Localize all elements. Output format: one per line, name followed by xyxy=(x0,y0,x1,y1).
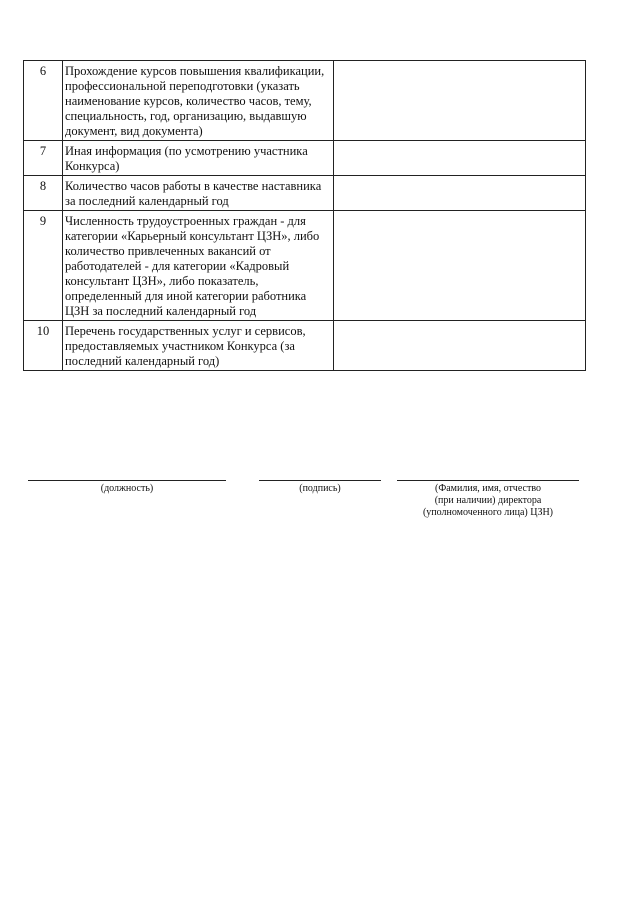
position-signature-block xyxy=(28,480,226,495)
row-description: Иная информация (по усмотрению участника Конкурса) xyxy=(63,141,334,176)
row-description: Прохождение курсов повышения квалификации, профессиональной переподготовки (указать наименование курсов, количество часов, тему, специальность, год, организацию, выдавшую документ, вид документа) xyxy=(63,61,334,141)
row-value-cell[interactable] xyxy=(334,61,586,141)
row-description: Перечень государственных услуг и сервисов, предоставляемых участником Конкурса (за последний календарный год) xyxy=(63,321,334,371)
row-description: Численность трудоустроенных граждан - для категории «Карьерный консультант ЦЗН», либо количество привлеченных вакансий от работодателей - для категории «Кадровый консультант ЦЗН», либо показатель, определенный для иной категории работника ЦЗН за последний календарный год xyxy=(63,211,334,321)
signature-block xyxy=(259,480,381,495)
row-value-cell[interactable] xyxy=(334,141,586,176)
row-number: 6 xyxy=(24,61,63,141)
name-label-line3: (уполномоченного лица) ЦЗН) xyxy=(422,507,554,518)
row-value-cell[interactable] xyxy=(334,176,586,211)
name-label-line2: (при наличии) директора xyxy=(434,495,542,506)
table-row xyxy=(24,61,586,141)
table-row xyxy=(24,141,586,176)
position-label: (должность) xyxy=(100,483,154,494)
position-line[interactable] xyxy=(28,480,226,481)
row-number: 10 xyxy=(24,321,63,371)
name-signature-block xyxy=(397,480,579,519)
signature-label: (подпись) xyxy=(299,483,341,494)
table-row xyxy=(24,321,586,371)
row-description: Количество часов работы в качестве наставника за последний календарный год xyxy=(63,176,334,211)
row-number: 7 xyxy=(24,141,63,176)
table-row xyxy=(24,211,586,321)
row-value-cell[interactable] xyxy=(334,211,586,321)
row-value-cell[interactable] xyxy=(334,321,586,371)
name-line[interactable] xyxy=(397,480,579,481)
row-number: 9 xyxy=(24,211,63,321)
table-row xyxy=(24,176,586,211)
signature-line[interactable] xyxy=(259,480,381,481)
row-number: 8 xyxy=(24,176,63,211)
info-table xyxy=(23,60,586,371)
name-label-line1: (Фамилия, имя, отчество xyxy=(435,483,541,494)
